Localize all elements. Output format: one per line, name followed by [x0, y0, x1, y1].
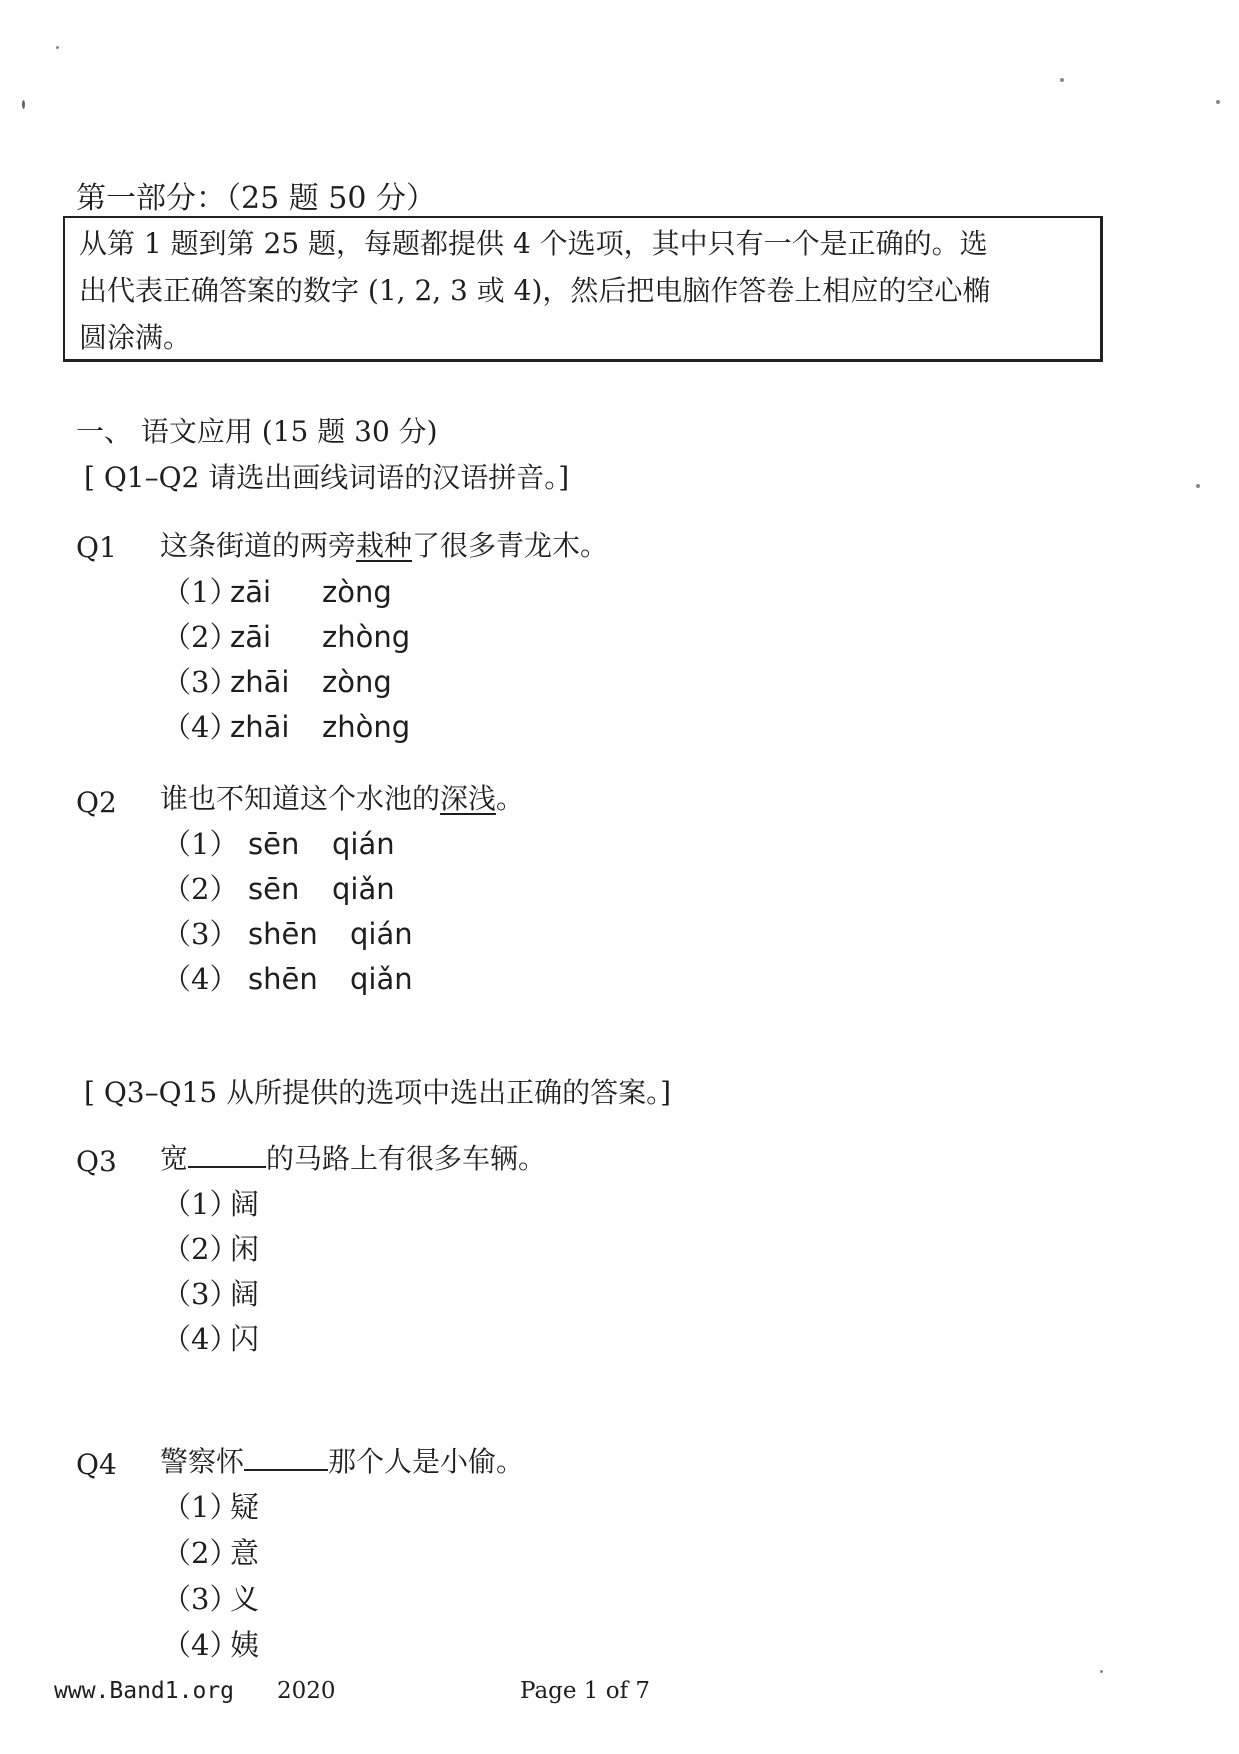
question-label-q2: Q2 [76, 786, 117, 819]
option-text: 阔 [230, 1187, 260, 1221]
option-number: （2） [162, 1536, 239, 1570]
option-number: （3） [162, 1582, 239, 1616]
answer-blank [244, 1443, 328, 1471]
pinyin-a: shēn [248, 962, 318, 996]
option-q3-3 [162, 1276, 259, 1312]
option-q2-1 [162, 826, 395, 862]
pinyin-a: zāi [230, 575, 272, 609]
option-q3-4 [162, 1321, 259, 1357]
scan-speck [22, 100, 25, 109]
footer-website: www.Band1.org [54, 1678, 235, 1704]
question-text-pre: 这条街道的两旁 [160, 529, 357, 562]
pinyin-a: shēn [248, 917, 318, 951]
option-q1-1 [162, 574, 392, 610]
underlined-word: 栽种 [356, 529, 413, 562]
option-number: （2） [162, 1232, 239, 1266]
pinyin-b: zhòng [322, 620, 411, 654]
group1-instruction: [ Q1–Q2 请选出画线词语的汉语拼音。] [84, 461, 570, 494]
question-label-q4: Q4 [76, 1448, 117, 1481]
pinyin-a: zāi [230, 620, 272, 654]
question-text-post: 的马路上有很多车辆。 [266, 1142, 547, 1175]
option-q1-2 [162, 619, 410, 655]
footer-page-number: Page 1 of 7 [520, 1678, 651, 1704]
option-text: 意 [230, 1536, 260, 1570]
option-q4-4 [162, 1627, 259, 1663]
option-number: （3） [162, 665, 239, 699]
option-text: 姨 [230, 1628, 260, 1662]
question-text-q4 [160, 1443, 524, 1480]
pinyin-b: qián [350, 917, 413, 951]
instructions-line-1: 从第 1 题到第 25 题，每题都提供 4 个选项，其中只有一个是正确的。选 [79, 227, 988, 260]
part-header: 第一部分：（25 题 50 分） [76, 181, 436, 216]
scan-speck [1060, 78, 1064, 82]
option-number: （1） [162, 1187, 239, 1221]
instructions-line-3: 圆涂满。 [79, 321, 192, 354]
option-number: （1） [162, 1490, 239, 1524]
pinyin-a: sēn [248, 827, 300, 861]
option-number: （1） [162, 827, 239, 861]
pinyin-a: zhāi [230, 710, 290, 744]
option-text: 阔 [230, 1277, 260, 1311]
question-text-pre: 宽 [160, 1142, 189, 1175]
instructions-box [63, 216, 1103, 362]
option-number: （4） [162, 1322, 239, 1356]
question-label-q1: Q1 [76, 531, 117, 564]
option-number: （1） [162, 575, 239, 609]
question-text-post: 。 [496, 782, 525, 815]
instructions-line-2: 出代表正确答案的数字 (1, 2, 3 或 4)，然后把电脑作答卷上相应的空心椭 [79, 274, 991, 307]
option-number: （3） [162, 1277, 239, 1311]
option-q2-4 [162, 961, 413, 997]
pinyin-b: qián [332, 827, 395, 861]
option-q4-2 [162, 1535, 259, 1571]
pinyin-a: zhāi [230, 665, 290, 699]
section-title: 一、 语文应用 (15 题 30 分) [76, 415, 438, 448]
scan-speck [1196, 484, 1200, 488]
question-text-pre: 警察怀 [160, 1445, 245, 1478]
option-text: 闲 [230, 1232, 260, 1266]
question-text-pre: 谁也不知道这个水池的 [160, 782, 441, 815]
option-number: （4） [162, 1628, 239, 1662]
underlined-word: 深浅 [440, 782, 497, 815]
option-text: 闪 [230, 1322, 260, 1356]
question-text-q1 [160, 528, 608, 564]
question-text-post: 那个人是小偷。 [328, 1445, 525, 1478]
pinyin-b: zòng [322, 575, 392, 609]
group2-instruction: [ Q3–Q15 从所提供的选项中选出正确的答案。] [84, 1076, 672, 1109]
option-q1-4 [162, 709, 410, 745]
option-text: 义 [230, 1582, 260, 1616]
question-label-q3: Q3 [76, 1145, 117, 1178]
option-number: （4） [162, 710, 239, 744]
option-q3-1 [162, 1186, 259, 1222]
pinyin-a: sēn [248, 872, 300, 906]
pinyin-b: zhòng [322, 710, 411, 744]
answer-blank [188, 1140, 266, 1168]
scan-speck [1100, 1670, 1103, 1673]
question-text-q2 [160, 781, 524, 817]
option-q1-3 [162, 664, 392, 700]
pinyin-b: qiǎn [350, 962, 413, 996]
scan-speck [56, 46, 59, 49]
scan-speck [1216, 100, 1220, 104]
option-q3-2 [162, 1231, 259, 1267]
option-number: （4） [162, 962, 239, 996]
question-text-post: 了很多青龙木。 [412, 529, 609, 562]
option-q4-3 [162, 1581, 259, 1617]
question-text-q3 [160, 1140, 546, 1177]
footer-year: 2020 [277, 1678, 336, 1704]
option-number: （3） [162, 917, 239, 951]
option-text: 疑 [230, 1490, 260, 1524]
option-q2-2 [162, 871, 395, 907]
pinyin-b: qiǎn [332, 872, 395, 906]
option-q2-3 [162, 916, 413, 952]
option-number: （2） [162, 872, 239, 906]
pinyin-b: zòng [322, 665, 392, 699]
option-q4-1 [162, 1489, 259, 1525]
option-number: （2） [162, 620, 239, 654]
